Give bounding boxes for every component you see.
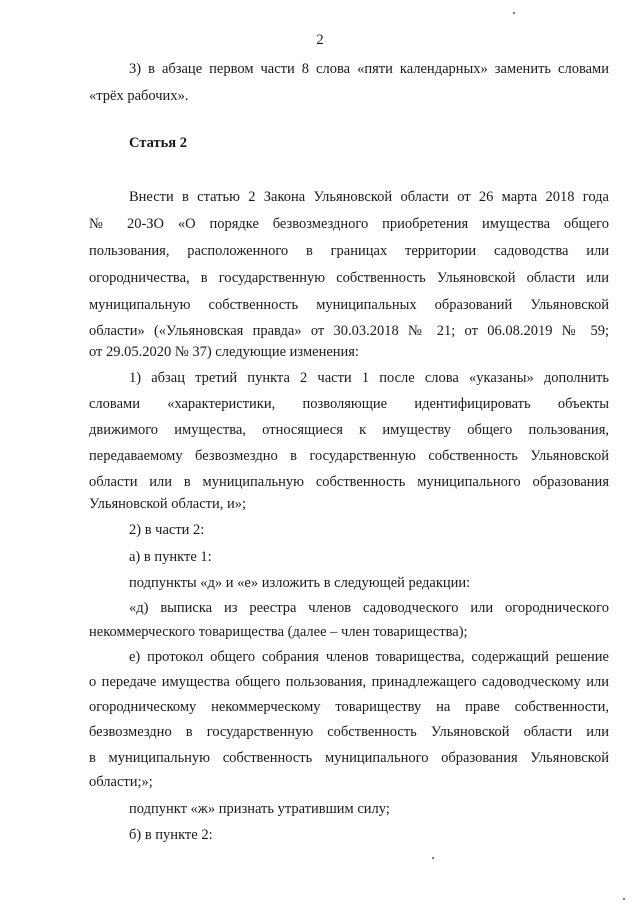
text-line: № 20-ЗО «О порядке безвозмездного приобретения имущества общего [89, 216, 609, 232]
text-line: о передаче имущества общего пользования, принадлежащего садоводческому или [89, 674, 609, 690]
text-line: е) протокол общего собрания членов товарищества, содержащий решение [129, 649, 609, 665]
text-line: пользования, расположенного в границах территории садоводства или [89, 243, 609, 259]
text-line: от 29.05.2020 № 37) следующие изменения: [89, 344, 359, 360]
text-line: 3) в абзаце первом части 8 слова «пяти календарных» заменить словами [129, 61, 609, 77]
text-line: а) в пункте 1: [129, 549, 212, 565]
scan-artifact [513, 12, 515, 14]
text-line: Внести в статью 2 Закона Ульяновской области от 26 марта 2018 года [129, 189, 609, 205]
text-line: б) в пункте 2: [129, 827, 213, 843]
text-line: области;»; [89, 774, 153, 790]
text-line: «д) выписка из реестра членов садоводческого или огороднического [129, 600, 609, 616]
text-line: подпункты «д» и «е» изложить в следующей редакции: [129, 575, 471, 591]
scan-artifact [432, 857, 434, 859]
text-line: 2) в части 2: [129, 522, 205, 538]
text-line: в муниципальную собственность муниципального образования Ульяновской [89, 750, 609, 766]
text-line: области или в муниципальную собственность муниципального образования [89, 474, 609, 490]
text-line: огородничества, в государственную собственность Ульяновской области или [89, 270, 609, 286]
article-heading: Статья 2 [129, 135, 187, 151]
text-line: подпункт «ж» признать утратившим силу; [129, 801, 390, 817]
text-line: движимого имущества, относящиеся к имуществу общего пользования, [89, 422, 609, 438]
text-line: словами «характеристики, позволяющие идентифицировать объекты [89, 396, 609, 412]
scan-artifact [623, 898, 625, 900]
text-line: передаваемому безвозмездно в государственную собственность Ульяновской [89, 448, 609, 464]
text-line: муниципальную собственность муниципальных образований Ульяновской [89, 297, 609, 313]
text-line: некоммерческого товарищества (далее – член товарищества); [89, 624, 468, 640]
text-line: огородническому некоммерческому товариществу на праве собственности, [89, 699, 609, 715]
text-line: «трёх рабочих». [89, 88, 189, 104]
text-line: Ульяновской области, и»; [89, 496, 247, 512]
text-line: безвозмездно в государственную собственность Ульяновской области или [89, 724, 609, 740]
text-line: 1) абзац третий пункта 2 части 1 после слова «указаны» дополнить [129, 370, 609, 386]
page-number: 2 [316, 32, 324, 48]
text-line: области» («Ульяновская правда» от 30.03.2018 № 21; от 06.08.2019 № 59; [89, 323, 609, 339]
